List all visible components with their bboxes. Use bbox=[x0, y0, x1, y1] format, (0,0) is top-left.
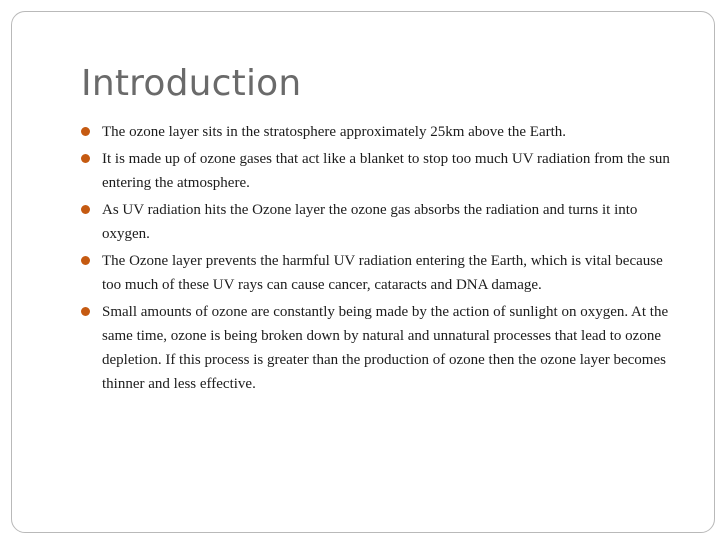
bullet-item bbox=[80, 198, 680, 246]
bullet-text: It is made up of ozone gases that act like a blanket to stop too much UV radiation from the sun entering the atmosphere. bbox=[102, 151, 670, 191]
bullet-text: The ozone layer sits in the stratosphere approximately 25km above the Earth. bbox=[102, 124, 567, 140]
bullet-dot-icon bbox=[81, 127, 90, 136]
bullet-dot-icon bbox=[81, 256, 90, 265]
bullet-text: The Ozone layer prevents the harmful UV radiation entering the Earth, which is vital because too much of these UV rays can cause cancer, cataracts and DNA damage. bbox=[102, 253, 663, 293]
bullet-item bbox=[80, 300, 680, 396]
bullet-dot-icon bbox=[81, 154, 90, 163]
bullet-item bbox=[80, 120, 680, 144]
bullet-dot-icon bbox=[81, 205, 90, 214]
slide-title: Introduction bbox=[81, 63, 302, 104]
bullet-text: Small amounts of ozone are constantly being made by the action of sunlight on oxygen. At the same time, ozone is being broken down by natural and unnatural processes that lead to ozone depletion. If this process is greater than the production of ozone then the ozone layer becomes thinner and less effective. bbox=[102, 304, 669, 392]
bullet-item bbox=[80, 249, 680, 297]
bullet-item bbox=[80, 147, 680, 195]
bullet-text: As UV radiation hits the Ozone layer the ozone gas absorbs the radiation and turns it into oxygen. bbox=[102, 202, 638, 242]
bullet-list bbox=[80, 120, 680, 399]
bullet-dot-icon bbox=[81, 307, 90, 316]
